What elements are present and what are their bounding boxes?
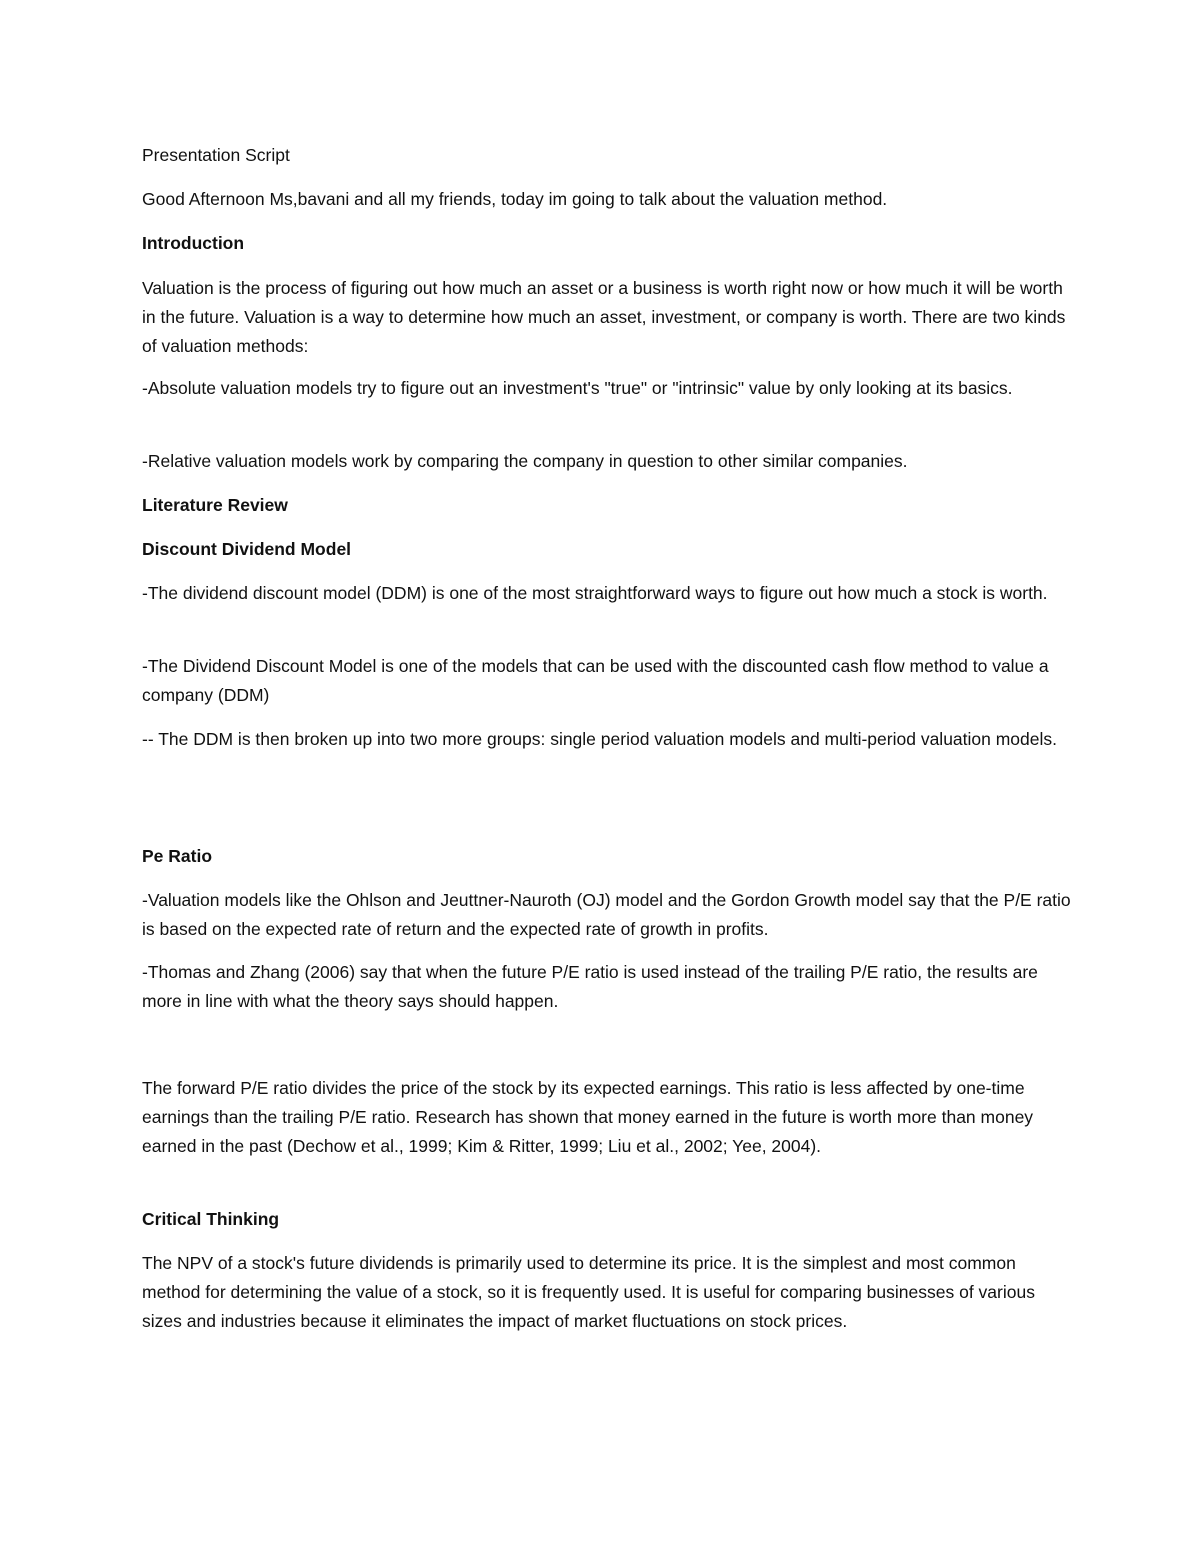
document-title: Presentation Script	[142, 145, 290, 165]
pe-ratio-heading: Pe Ratio	[142, 846, 213, 866]
ddm-heading: Discount Dividend Model	[142, 539, 352, 559]
literature-review-heading: Literature Review	[142, 495, 288, 515]
introduction-paragraph: Valuation is the process of figuring out how much an asset or a business is worth right now or how much it will be worth in the future. Valuation is a way to determine how much an asset, investment, or company is worth. There are two kinds of valuation methods:	[142, 278, 1066, 356]
critical-thinking-heading: Critical Thinking	[142, 1209, 280, 1229]
ddm-paragraph-1: -The dividend discount model (DDM) is one of the most straightforward ways to figure out how much a stock is worth.	[142, 583, 1048, 603]
introduction-heading: Introduction	[142, 233, 245, 253]
absolute-valuation-paragraph: -Absolute valuation models try to figure out an investment's "true" or "intrinsic" value by only looking at its basics.	[142, 378, 1013, 398]
pe-paragraph-2: -Thomas and Zhang (2006) say that when the future P/E ratio is used instead of the trailing P/E ratio, the results are more in line with what the theory says should happen.	[142, 962, 1038, 1011]
relative-valuation-paragraph: -Relative valuation models work by comparing the company in question to other similar companies.	[142, 451, 908, 471]
ddm-paragraph-3: -- The DDM is then broken up into two more groups: single period valuation models and multi-period valuation models.	[142, 729, 1058, 749]
pe-paragraph-1: -Valuation models like the Ohlson and Jeuttner-Nauroth (OJ) model and the Gordon Growth model say that the P/E ratio is based on the expected rate of return and the expected rate of growth in profits.	[142, 890, 1071, 939]
ddm-paragraph-2: -The Dividend Discount Model is one of the models that can be used with the discounted cash flow method to value a company (DDM)	[142, 656, 1049, 705]
critical-thinking-paragraph: The NPV of a stock's future dividends is primarily used to determine its price. It is the simplest and most common method for determining the value of a stock, so it is frequently used. It is useful for comparing businesses of various sizes and industries because it eliminates the impact of market fluctuations on stock prices.	[142, 1253, 1035, 1331]
greeting-paragraph: Good Afternoon Ms,bavani and all my friends, today im going to talk about the valuation method.	[142, 189, 888, 209]
forward-pe-paragraph: The forward P/E ratio divides the price of the stock by its expected earnings. This ratio is less affected by one-time earnings than the trailing P/E ratio. Research has shown that money earned in the future is worth more than money earned in the past (Dechow et al., 1999; Kim & Ritter, 1999; Liu et al., 2002; Yee, 2004).	[142, 1078, 1034, 1156]
